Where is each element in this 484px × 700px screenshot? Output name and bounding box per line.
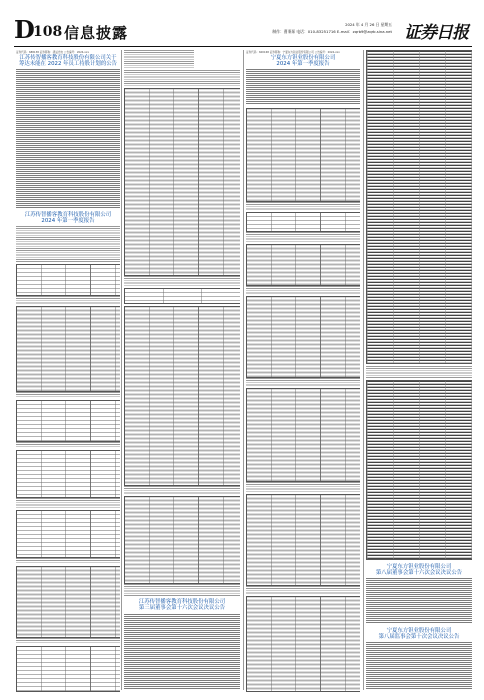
- data-table: [124, 496, 240, 584]
- body-text: [246, 232, 360, 242]
- announcement-title-line: 江苏传智播客教育科技股份有限公司: [24, 212, 112, 218]
- security-code-line: 证券代码：600168 证券简称：宁夏东方钽业股份有限公司 公告编号：2024-xxx: [246, 51, 340, 54]
- column-3: [246, 50, 360, 692]
- column-divider: [363, 50, 364, 690]
- announcement-title: [366, 564, 472, 576]
- body-text: [124, 70, 240, 86]
- announcement-title-line: 第八届监事会第十次会议决议公告: [378, 634, 460, 640]
- body-text: [16, 498, 120, 508]
- body-text: [246, 69, 360, 105]
- body-text: [16, 638, 120, 644]
- body-text: [124, 486, 240, 494]
- newspaper-logo: 证券日报: [404, 23, 468, 43]
- announcement-title-line: 2024 年第一季度报告: [276, 61, 330, 67]
- announcement-title-line: 宁夏东方钽业股份有限公司: [270, 55, 336, 61]
- data-table: [124, 288, 240, 304]
- announcement-title-line: 第八届董事会第十六次会议决议公告: [375, 570, 463, 576]
- data-table: [246, 596, 360, 692]
- body-text: [246, 378, 360, 386]
- announcement-title-line: 筹达未能在 2022 年员工持股计划的公告: [18, 61, 117, 67]
- body-text: [124, 614, 240, 690]
- announcement-title: [246, 55, 360, 67]
- data-table: [16, 566, 120, 638]
- data-table: [246, 296, 360, 378]
- data-table: [16, 510, 120, 558]
- data-table: [246, 244, 360, 286]
- announcement-title-line: 宁夏东方钽业股份有限公司: [386, 628, 452, 634]
- data-table: [16, 264, 120, 296]
- data-table: [16, 400, 120, 442]
- announcement-title: [16, 55, 120, 67]
- body-text: [124, 50, 194, 68]
- data-table: [16, 646, 120, 692]
- announcement-title-line: 宁夏东方钽业股份有限公司: [386, 564, 452, 570]
- data-table: [124, 306, 240, 486]
- section-letter: D: [14, 15, 35, 44]
- section-number: 108: [33, 24, 63, 40]
- body-text: [124, 584, 240, 596]
- date-line: 2024 年 4 月 26 日 星期五: [345, 22, 392, 27]
- announcement-title-line: 第三届董事会第十六次会议决议公告: [138, 605, 226, 611]
- body-text: [246, 202, 360, 210]
- body-text: [366, 366, 472, 378]
- data-table: [246, 108, 360, 202]
- data-table: [16, 450, 120, 498]
- data-table: [246, 494, 360, 586]
- data-table: [124, 88, 240, 276]
- announcement-title: [16, 212, 120, 224]
- data-table: [246, 212, 360, 232]
- header-rule: [14, 46, 472, 47]
- announcement-title-line: 江苏传智播客教育科技股份有限公司关于: [19, 55, 117, 61]
- announcement-title: [366, 628, 472, 640]
- column-divider: [121, 50, 122, 690]
- body-text: [246, 286, 360, 294]
- data-table: [366, 380, 472, 560]
- body-text: [246, 586, 360, 594]
- column-divider: [243, 50, 244, 690]
- body-text: [246, 482, 360, 492]
- body-text: [16, 558, 120, 564]
- body-text: [16, 392, 120, 398]
- column-2: [124, 50, 240, 692]
- body-text: [16, 69, 120, 209]
- body-text: [366, 578, 472, 624]
- body-text: [16, 442, 120, 448]
- page-header: [14, 15, 472, 44]
- editor-line: 制作：曹秉琛 电话：010-83251716 E-mail：zqrb9@zqrb.sina.net: [272, 29, 392, 34]
- body-text: [16, 296, 120, 304]
- security-code-line: 证券代码：688138 证券简称：清溢光电 公告编号：2024-xxx: [16, 51, 89, 54]
- announcement-title: [124, 599, 240, 611]
- announcement-title-line: 2024 年第一季度报告: [41, 218, 95, 224]
- data-table: [366, 50, 472, 364]
- column-1: [16, 50, 120, 692]
- section-title: 信息披露: [64, 24, 129, 42]
- column-4: [366, 50, 472, 692]
- body-text: [16, 226, 120, 262]
- data-table: [246, 388, 360, 482]
- body-text: [124, 276, 240, 286]
- data-table: [16, 306, 120, 392]
- announcement-title-line: 江苏传智播客教育科技股份有限公司: [138, 599, 226, 605]
- body-text: [366, 642, 472, 690]
